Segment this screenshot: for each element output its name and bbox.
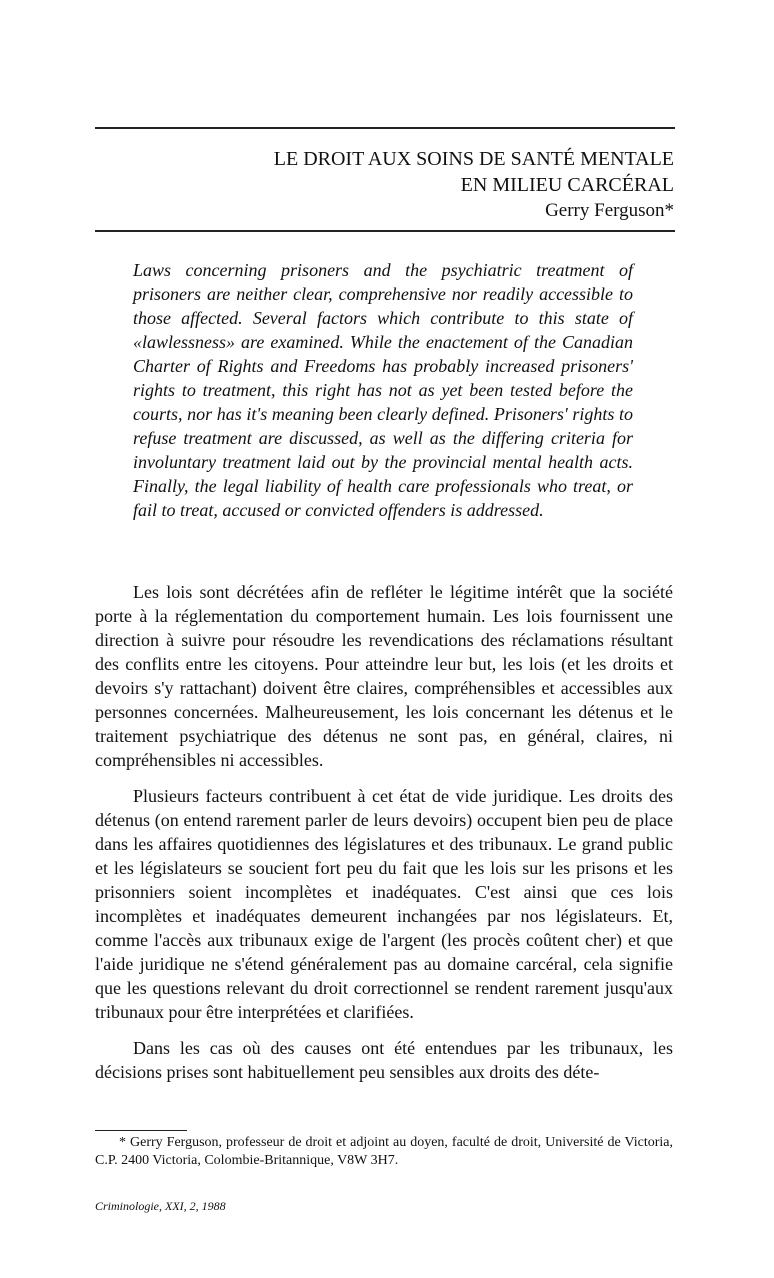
body-text — [95, 580, 673, 1096]
footnote: * Gerry Ferguson, professeur de droit et adjoint au doyen, faculté de droit, Université de Victoria, C.P. 2400 Victoria, Colombie-Britannique, V8W 3H7. — [95, 1135, 673, 1168]
title-block — [274, 146, 674, 224]
paragraph-2: Plusieurs facteurs contribuent à cet état de vide juridique. Les droits des détenus (on entend rarement parler de leurs devoirs) occupent bien peu de place dans les affaires quotidiennes des législatures et des tribunaux. Le grand public et les législateurs se soucient fort peu du fait que les lois sur les prisons et les prisonniers soient incomplètes et inadéquates. C'est ainsi que ces lois incomplètes et inadéquates demeurent inchangées par nos législateurs. Et, comme l'accès aux tribunaux exige de l'argent (les procès coûtent cher) et que l'aide juridique ne s'étend généralement pas au domaine carcéral, cela signifie que les questions relevant du droit correctionnel se rendent rarement jusqu'aux tribunaux pour être interprétées et clarifiées. — [95, 786, 673, 1022]
journal-citation: Criminologie, XXI, 2, 1988 — [95, 1199, 226, 1213]
article-title-line-1: LE DROIT AUX SOINS DE SANTÉ MENTALE — [273, 148, 674, 170]
author-name: Gerry Ferguson* — [545, 200, 674, 221]
paragraph-1: Les lois sont décrétées afin de refléter le légitime intérêt que la société porte à la réglementation du comportement humain. Les lois fournissent une direction à suivre pour résoudre les revendications des réclamations résultant des conflits entre les citoyens. Pour atteindre leur but, les lois (et les droits et devoirs s'y rattachant) doivent être claires, compréhensibles et accessibles aux personnes concernées. Malheureusement, les lois concernant les détenus et le traitement psychiatrique des détenus ne sont pas, en général, claires, ni compréhensibles ni accessibles. — [95, 582, 673, 770]
title-bottom-rule — [95, 230, 675, 232]
top-rule — [95, 127, 675, 129]
article-title-line-2: EN MILIEU CARCÉRAL — [460, 174, 674, 196]
abstract: Laws concerning prisoners and the psychiatric treatment of prisoners are neither clear, comprehensive nor readily accessible to those affected. Several factors which contribute to this state of «lawlessness» are examined. While the enactement of the Canadian Charter of Rights and Freedoms has probably increased prisoners' rights to treatment, this right has not as yet been tested before the courts, nor has it's meaning been clearly defined. Prisoners' rights to refuse treatment are discussed, as well as the differing criteria for involuntary treatment laid out by the provincial mental health acts. Finally, the legal liability of health care professionals who treat, or fail to treat, accused or convicted offenders is addressed. — [133, 260, 633, 520]
paragraph-3: Dans les cas où des causes ont été entendues par les tribunaux, les décisions prises sont habituellement peu sensibles aux droits des déte- — [95, 1038, 673, 1082]
footnote-rule — [95, 1130, 187, 1131]
